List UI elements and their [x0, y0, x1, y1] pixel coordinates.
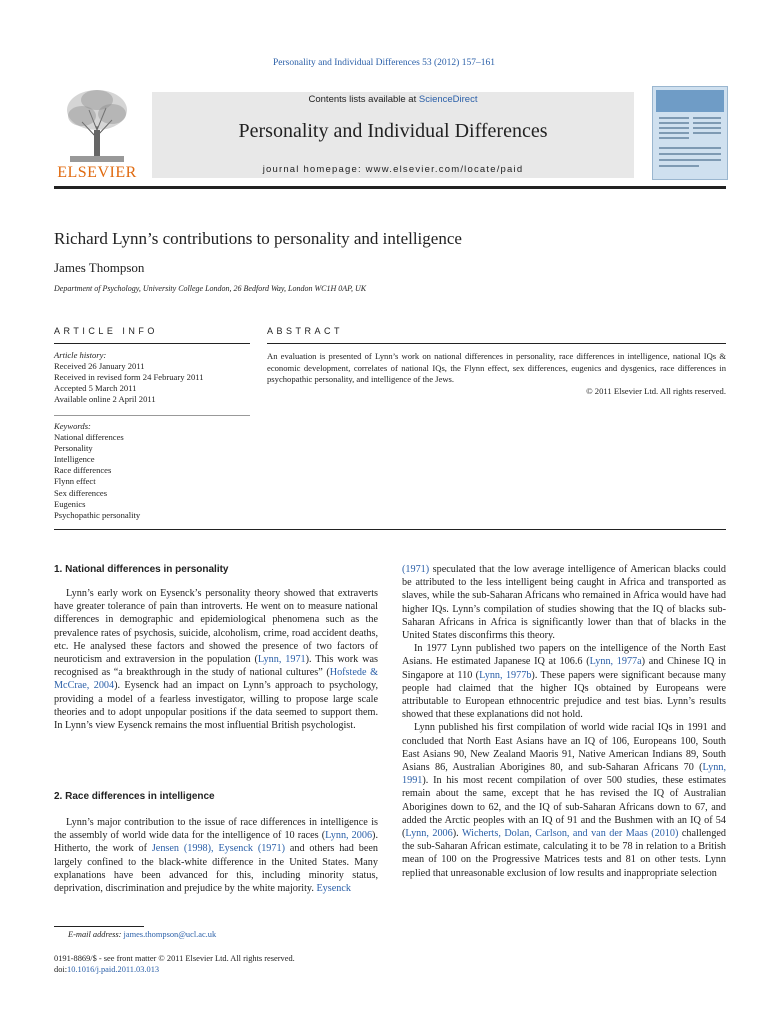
citation-link[interactable]: Lynn, 2006	[405, 828, 453, 840]
abstract-copyright: © 2011 Elsevier Ltd. All rights reserved.	[586, 385, 726, 396]
text-run: Lynn’s early work on Eysenck’s personality theory showed that extraverts have greater tolerance of pain than introverts. He went on to measure national differences in demographic and epidemiological phenomena such as the prevalence rates of psychosis, suicide, alcoholism, crime, road accident deaths, etc. He analysed these factors and showed the presence of two factors of neuroticism and extraversion in the population (	[54, 588, 378, 666]
article-history	[54, 350, 250, 405]
keyword-item: Flynn effect	[54, 476, 96, 487]
right-column-body	[402, 563, 726, 880]
history-item: Accepted 5 March 2011	[54, 383, 137, 394]
footnote-rule	[54, 926, 144, 927]
citation-link[interactable]: Lynn, 1991	[402, 762, 726, 787]
doi-prefix: doi:	[54, 965, 68, 974]
text-run: ). In his most recent compilation of over 500 studies, these estimates remain about the same, except that he has revised the IQ of Australian Aborigines down to 62, and the IQ of sub-Saharan Africans down to 67, and added the Arctic peoples with an IQ of 91 and the Bushmen with an IQ of 54 (	[402, 775, 726, 840]
journal-cover-thumbnail	[652, 86, 728, 180]
email-footnote	[68, 929, 216, 941]
journal-citation[interactable]: Personality and Individual Differences 53 (2012) 157–161	[273, 58, 495, 68]
paragraph	[402, 642, 726, 721]
citation-link[interactable]: Lynn, 2006	[325, 830, 373, 842]
history-item: Available online 2 April 2011	[54, 394, 156, 405]
keyword-item: Race differences	[54, 465, 112, 476]
article-title: Richard Lynn’s contributions to personality and intelligence	[54, 229, 462, 248]
section-heading-1: 1. National differences in personality	[54, 564, 229, 575]
abstract-body	[267, 351, 726, 397]
citation-link[interactable]: Hofstede & McCrae, 2004	[54, 667, 379, 692]
doi-line	[54, 964, 159, 976]
text-run: ). Hitherto, the work of	[54, 830, 378, 855]
paragraph	[54, 816, 378, 895]
text-run: challenged the sub-Saharan African estimate, calculating it to be 78 in relation to a British mean of 100 on the Progressive Matrices tests and 81 on other tests. Lynn replied that unreasonable exclusion of low results and inappropriate selection	[402, 828, 726, 879]
doi-link[interactable]: 10.1016/j.paid.2011.03.013	[67, 965, 160, 974]
keyword-item: Psychopathic personality	[54, 509, 141, 520]
email-label: E-mail address:	[68, 930, 122, 939]
article-info-heading: ARTICLE INFO	[54, 326, 158, 336]
journal-homepage[interactable]: journal homepage: www.elsevier.com/locate/paid	[262, 164, 524, 175]
citation-link[interactable]: Eysenck	[316, 883, 351, 895]
history-label: Article history:	[54, 350, 107, 360]
paragraph	[402, 721, 726, 879]
text-run: ). These papers were significant because many people had claimed that the higher IQs obtained by Europeans were attributable to European ethnocentric prejudice and test bias. Lynn’s results showed that these explanations did not hold.	[402, 669, 726, 721]
publisher-logo-text: ELSEVIER	[57, 164, 137, 181]
paragraph	[54, 587, 378, 732]
article-info-rule	[54, 343, 250, 344]
text-run: and others had been largely confined to the black-white difference in the United States. Many explanations have been advanced for this, including minority status, deprivation, discrimination and prejudice by the white majority.	[54, 843, 378, 895]
keyword-item: Sex differences	[54, 487, 108, 498]
contents-prefix: Contents lists available at	[308, 94, 419, 105]
abstract-text: An evaluation is presented of Lynn’s work on national differences in personality, race differences in intelligence, national IQs & economic development, correlates of national IQs, the Flynn effect, sex differences, eugenics and dysgenics, race differences in psychopathic personality, and intelligence of the Jews.	[267, 351, 726, 385]
citation-link[interactable]: Jensen (1998), Eysenck (1971)	[151, 843, 285, 855]
email-link[interactable]: james.thompson@ucl.ac.uk	[123, 930, 217, 939]
history-item: Received 26 January 2011	[54, 361, 145, 372]
citation-link[interactable]: Lynn, 1977a	[589, 656, 642, 668]
issn-line: 0191-8869/$ - see front matter © 2011 Elsevier Ltd. All rights reserved.	[54, 954, 295, 963]
header-rule	[54, 186, 726, 189]
citation-link[interactable]: Wicherts, Dolan, Carlson, and van der Maas (2010)	[461, 828, 679, 840]
section-heading-2: 2. Race differences in intelligence	[54, 791, 215, 802]
section-1-body	[54, 587, 378, 732]
abstract-rule	[267, 343, 726, 344]
text-run: Lynn’s major contribution to the issue of race differences in intelligence is the assembly of world wide data for the intelligence of 10 races (	[54, 817, 378, 842]
text-run: speculated that the low average intelligence of American blacks could be attributed to the less intelligent being caught in Africa and transported as slaves, while the sub-Saharan Africans who remained in Africa would have had higher IQs. Lynn’s compilation of studies showing that the IQ of blacks sub-Saharan Africans in Africa is significantly lower than that of blacks in the United States disconfirms this theory.	[402, 564, 726, 642]
text-run: ). This work was recognised as “a breakthrough in the study of national cultures” (	[54, 654, 378, 679]
contents-line	[152, 94, 634, 105]
text-run: ).	[452, 828, 462, 840]
sciencedirect-link[interactable]: ScienceDirect	[418, 94, 478, 105]
front-matter-rule	[54, 529, 726, 530]
keyword-item: Eugenics	[54, 498, 86, 509]
paragraph	[402, 563, 726, 642]
citation-link[interactable]: (1971)	[402, 564, 430, 575]
author-affiliation: Department of Psychology, University College London, 26 Bedford Way, London WC1H 0AP, UK	[54, 284, 367, 293]
keywords-label: Keywords:	[54, 421, 91, 431]
journal-title: Personality and Individual Differences	[238, 120, 548, 142]
author-name: James Thompson	[54, 260, 145, 275]
text-run: ). Eysenck had an impact on Lynn’s approach to psychology, providing a model of a fearless investigator, willing to propose large scale theories and to adopt unpopular positions if the data seemed to support them. In Lynn’s view Eysenck remains the most influential British psychologist.	[54, 680, 378, 732]
keyword-item: National differences	[54, 432, 124, 443]
citation-link[interactable]: Lynn, 1971	[257, 654, 306, 666]
citation-link[interactable]: Lynn, 1977b	[479, 669, 532, 681]
text-run: ) and Chinese IQ in Singapore at 110 (	[402, 656, 726, 681]
section-2-body	[54, 816, 378, 895]
text-run: Lynn published his first compilation of world wide racial IQs in 1991 and concluded that North East Asians have an IQ of 106, Europeans 100, South East Asians 90, New Zealand Maoris 91, Native American Indians 89, South Asians 86, Australian Aborigines 80, and sub-Saharan Africans 70 (	[402, 722, 726, 774]
keywords-list	[54, 421, 250, 521]
info-divider	[54, 415, 250, 416]
keyword-item: Personality	[54, 443, 93, 454]
keyword-item: Intelligence	[54, 454, 95, 465]
history-item: Received in revised form 24 February 2011	[54, 372, 204, 383]
text-run: In 1977 Lynn published two papers on the intelligence of the North East Asians. He estimated Japanese IQ at 106.6 (	[402, 643, 726, 668]
abstract-heading: ABSTRACT	[267, 326, 344, 336]
